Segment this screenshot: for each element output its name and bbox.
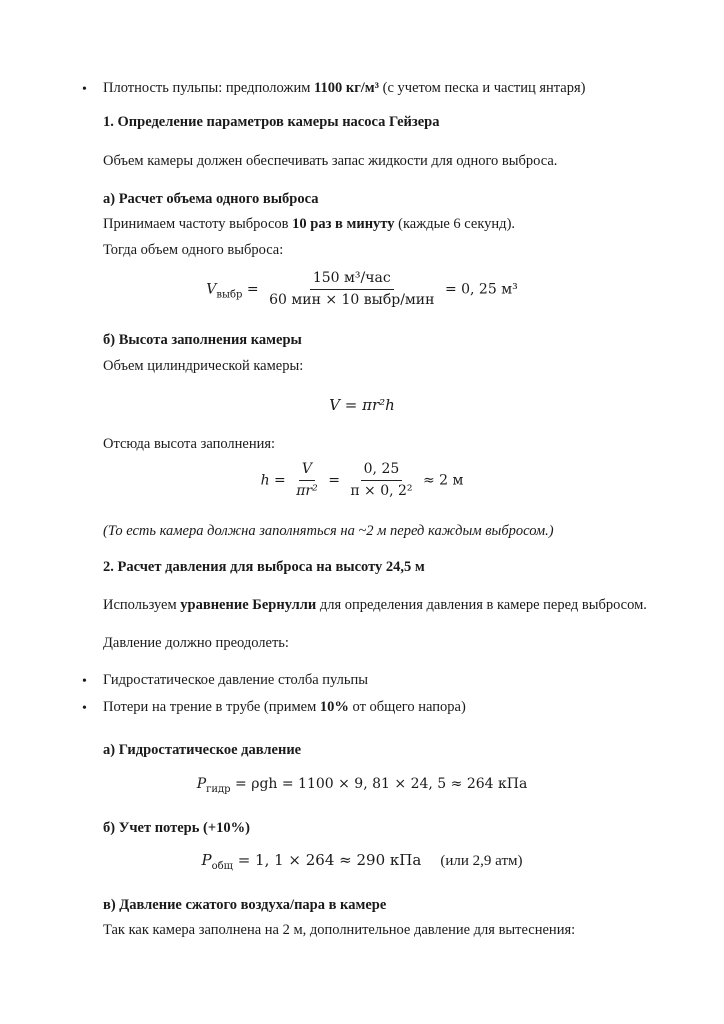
section1-intro: Объем камеры должен обеспечивать запас жидкости для одного выброса.	[103, 153, 558, 169]
list-item: Гидростатическое давление столба пульпы	[103, 672, 369, 688]
section1-heading: 1. Определение параметров камеры насоса Гейзера	[103, 114, 440, 130]
list-item: Потери на трение в трубе (примем 10% от общего напора)	[103, 699, 466, 715]
formula-volume-per-shot: $V_{выбр}$ = $\frac{\text{150 м³/час}}{\text{60 мин × 10 выбр/мин}}$ = 0, 25 м³	[206, 270, 518, 308]
air-text: Так как камера заполнена на 2 м, дополнительное давление для вытеснения:	[103, 922, 576, 938]
losses-heading: б) Учет потерь (+10%)	[103, 820, 250, 836]
hydro-heading: а) Гидростатическое давление	[103, 742, 302, 758]
bullet-dot: •	[82, 674, 87, 689]
bullet-dot: •	[82, 82, 87, 97]
frequency-text: Принимаем частоту выбросов 10 раз в минуту (каждые 6 секунд).	[103, 216, 516, 232]
overcome-text: Давление должно преодолеть:	[103, 635, 289, 651]
sub-a-heading: а) Расчет объема одного выброса	[103, 191, 319, 207]
cylinder-volume-text: Объем цилиндрической камеры:	[103, 358, 304, 374]
section2-heading: 2. Расчет давления для выброса на высоту 24,5 м	[103, 559, 425, 575]
formula-hydrostatic: $P_{гидр} = \rho gh = 1100 \times 9$, 81 × 24, 5 ≈ 264 кПа	[196, 776, 528, 795]
bullet-dot: •	[82, 701, 87, 716]
formula-cylinder-volume: V = πr²h	[329, 396, 395, 414]
pulp-density-item: Плотность пульпы: предположим 1100 кг/м³ (с учетом песка и частиц янтаря)	[103, 80, 586, 96]
sub-b-heading: б) Высота заполнения камеры	[103, 332, 302, 348]
fill-note: (То есть камера должна заполняться на ~2 м перед каждым выбросом.)	[103, 523, 554, 539]
bernoulli-text: Используем уравнение Бернулли для определения давления в камере перед выбросом.	[103, 597, 647, 613]
air-heading: в) Давление сжатого воздуха/пара в камере	[103, 897, 387, 913]
volume-intro: Тогда объем одного выброса:	[103, 242, 284, 258]
formula-total-pressure: $P_{общ} = 1$, 1 × 264 ≈ 290 кПа (или 2,9 атм)	[201, 851, 523, 872]
fill-height-text: Отсюда высота заполнения:	[103, 436, 276, 452]
formula-fill-height: h = $\frac{V}{\text{πr²}}$ = $\frac{0, 25}{\text{π × 0, 2²}}$ ≈ 2 м	[260, 461, 464, 499]
